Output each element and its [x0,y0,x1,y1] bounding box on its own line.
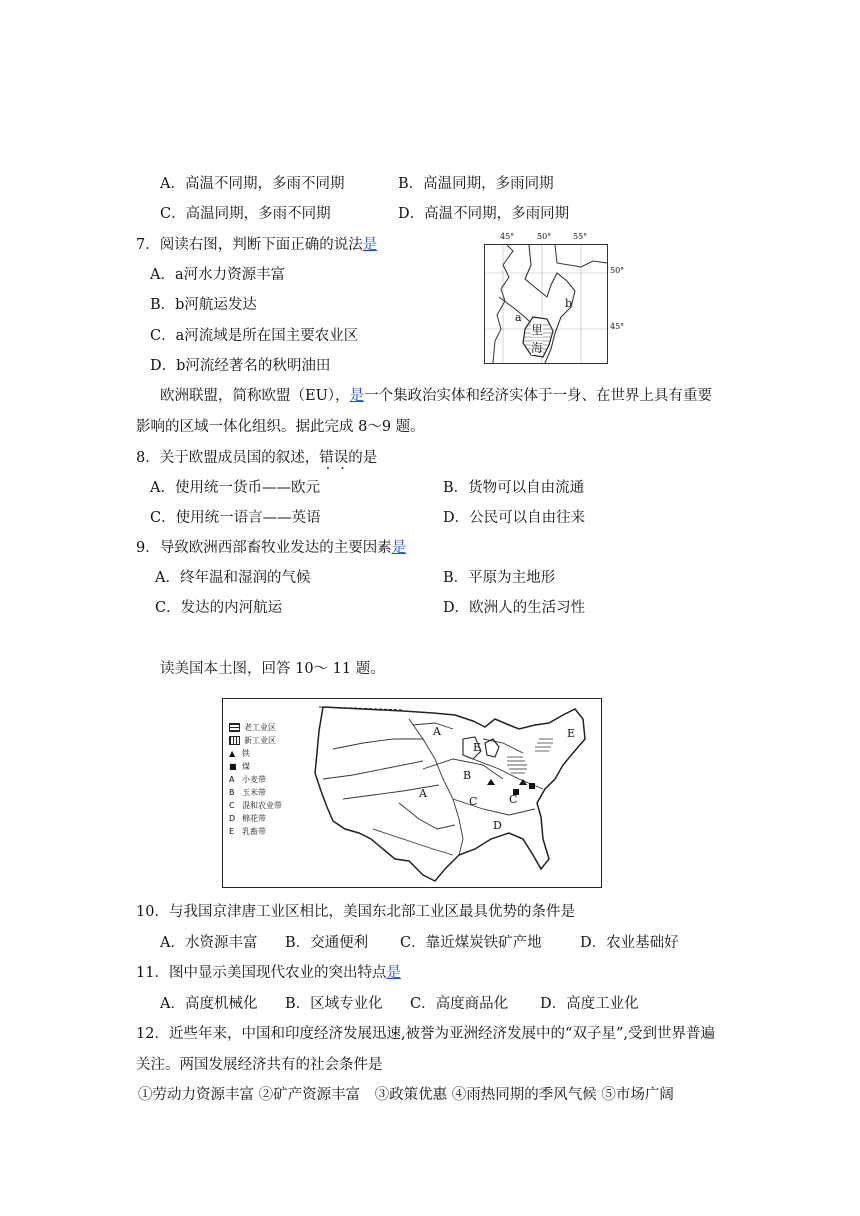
legend-iron-key: ▲ [229,749,236,758]
us-region-label-e-west: E [473,741,482,754]
legend-coal: ■ 煤 [229,762,250,771]
us-region-label-d: D [493,819,502,832]
q9-stem-link[interactable]: 是 [391,540,407,556]
legend-coal-key: ■ [229,762,237,771]
q7-map-river-a-label: a [515,311,522,324]
q7-option-b: B．b河航运发达 [150,297,257,313]
us-region-label-a-north: A [433,725,441,738]
legend-wheat: A 小麦带 [229,775,266,784]
q7-map-right-label-45: 45° [610,322,625,331]
q11-stem: 11．图中显示美国现代农业的突出特点是 [136,965,401,981]
q7-option-a: A．a河水力资源丰富 [150,267,286,283]
q12-stem-line2: 关注。两国发展经济共有的社会条件是 [136,1057,383,1073]
q8-stem: 8．关于欧盟成员国的叙述，错误的是 [136,450,378,466]
q10-option-d: D．农业基础好 [580,935,679,951]
legend-wheat-key: A [229,775,235,784]
us-region-label-c-east: C [509,793,518,806]
q6-option-c: C．高温同期，多雨不同期 [160,206,331,222]
q11-option-a: A．高度机械化 [160,996,258,1012]
legend-corn: B 玉米带 [229,788,266,797]
q7-map-sea-label-1: 里 [531,323,544,337]
q9-stem: 9．导致欧洲西部畜牧业发达的主要因素是 [136,540,407,556]
q7-map-top-label-50: 50° [537,232,552,241]
q7-map-river-b-label: b [565,297,573,310]
legend-cotton: D 棉花带 [229,814,266,823]
q7-map-top-label-45: 45° [500,232,515,241]
q12-stem-line1: 12．近些年来，中国和印度经济发展迅速,被誉为亚洲经济发展中的“双子星”,受到世界普遍 [136,1026,715,1042]
legend-cotton-key: D [229,814,236,823]
us-map-intro: 读美国本土图，回答 10～ 11 题。 [160,661,385,677]
q8-emphasis-1: 错 [319,450,334,466]
q9-option-a: A．终年温和湿润的气候 [155,570,311,586]
q8-option-d: D．公民可以自由往来 [443,510,586,526]
q7-map-sea-label-2: 海 [531,341,544,355]
q6-option-d: D．高温不同期，多雨同期 [398,206,570,222]
q8-option-b: B．货物可以自由流通 [443,480,585,496]
legend-mixed-key: C [229,801,235,810]
q8-option-c: C．使用统一语言——英语 [150,510,321,526]
legend-mixed: C 混和农业带 [229,801,282,810]
q6-option-a: A．高温不同期，多雨不同期 [160,176,345,192]
q12-options: ①劳动力资源丰富 ②矿产资源丰富 ③政策优惠 ④雨热同期的季风气候 ⑤市场广阔 [138,1087,674,1103]
eu-intro-line1: 欧洲联盟，简称欧盟（EU），是一个集政治实体和经济实体于一身、在世界上具有重要 [160,388,713,404]
us-region-label-e-east: E [567,727,576,740]
legend-corn-key: B [229,788,235,797]
us-region-label-c-west: C [469,795,478,808]
q9-option-d: D．欧洲人的生活习性 [443,600,586,616]
q9-option-c: C．发达的内河航运 [155,600,283,616]
q9-option-b: B．平原为主地形 [443,570,556,586]
q8-emphasis-2: 误 [333,450,349,466]
legend-dairy-key: E [229,827,235,836]
eu-intro-link[interactable]: 是 [349,388,365,404]
q10-stem: 10．与我国京津唐工业区相比，美国东北部工业区最具优势的条件是 [136,904,575,920]
legend-iron: ▲ 铁 [229,749,250,758]
q10-option-c: C．靠近煤炭铁矿产地 [400,935,542,951]
q8-option-a: A．使用统一货币——欧元 [150,480,320,496]
legend-dairy: E 乳畜带 [229,827,266,836]
q7-stem: 7．阅读右图，判断下面正确的说法是 [136,237,378,253]
q6-option-b: B．高温同期，多雨同期 [398,176,554,192]
legend-new-industrial: 新工业区 [229,734,309,747]
q11-option-c: C．高度商品化 [410,996,509,1012]
caspian-map [484,244,608,364]
q11-stem-link[interactable]: 是 [386,965,401,981]
caspian-map-drawing [485,245,607,363]
q10-option-a: A．水资源丰富 [160,935,258,951]
q7-option-c: C．a河流域是所在国主要农业区 [150,328,359,344]
us-map [222,698,602,888]
legend-old-industrial: 老工业区 [229,721,309,734]
eu-intro-line2: 影响的区域一体化组织。据此完成 8～9 题。 [136,419,425,435]
q7-stem-link[interactable]: 是 [362,237,378,253]
q7-option-d: D．b河流经著名的秋明油田 [150,358,331,374]
us-map-drawing [223,699,601,887]
us-region-label-b: B [463,769,472,782]
q11-option-b: B．区域专业化 [285,996,383,1012]
q7-map-right-label-50: 50° [610,266,625,275]
q7-map-top-label-55: 55° [573,232,588,241]
q11-option-d: D．高度工业化 [540,996,639,1012]
q10-option-b: B．交通便利 [285,935,369,951]
us-region-label-a-south: A [419,787,427,800]
